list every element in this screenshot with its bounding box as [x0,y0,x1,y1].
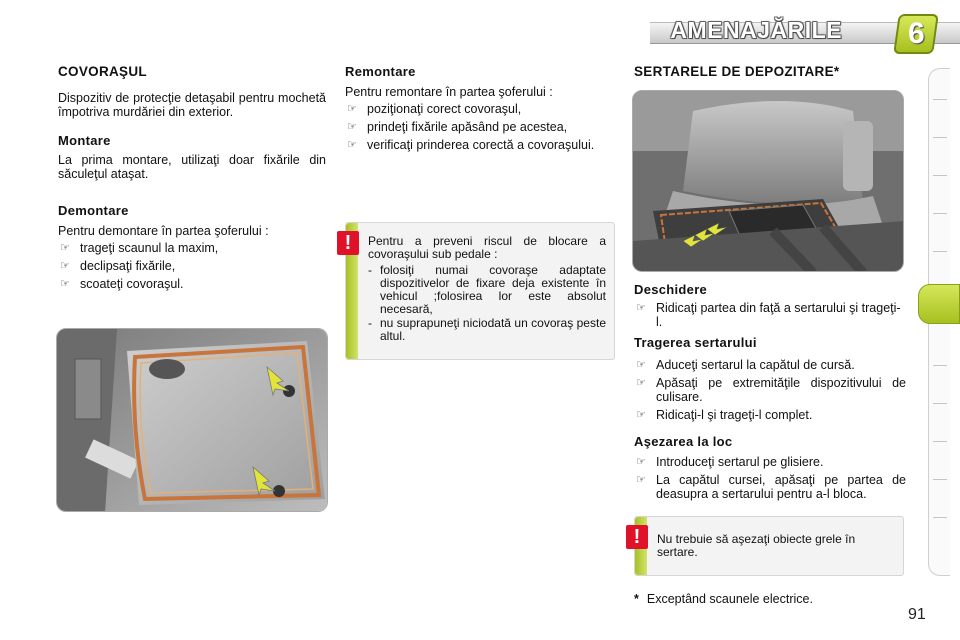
dismount-step: ☞ trageţi scaunul la maxim, [60,241,219,255]
remount-step: ☞ verificaţi prinderea corectă a covoraşului. [347,138,595,152]
tab-divider [933,479,947,480]
dismount-step: ☞ scoateţi covoraşul. [60,277,184,291]
finger-point-icon: ☞ [60,260,70,272]
finger-point-icon: ☞ [60,242,70,254]
warning-text: Nu trebuie să aşezaţi obiecte grele în sertare. [657,532,856,559]
finger-point-icon: ☞ [60,278,70,290]
chapter-title: AMENAJĂRILE [670,17,842,43]
remount-section [345,64,613,152]
finger-point-icon: ☞ [636,359,646,371]
tab-divider [933,365,947,366]
mat-intro: Dispozitiv de protecţie detaşabil pentru mochetă împotriva murdăriei din exterior. [58,91,326,119]
mat-title: COVORAŞUL [58,64,147,79]
footnote [634,592,813,606]
warning-item: - nu suprapuneţi niciodată un covoraş peste altul. [368,316,606,343]
storage-instructions [634,282,906,501]
floor-mat-photo [56,328,328,512]
dismount-intro: Pentru demontare în partea şoferului : [58,224,269,238]
pull-title: Tragerea sertarului [634,335,757,350]
warning-item: - folosiţi numai covoraşe adaptate dispozitivelor de fixare deja existente în vehicul ;folosirea lor este absolut necesară, [368,263,606,316]
place-step: ☞ Introduceţi sertarul pe glisiere. [636,455,824,469]
mount-title: Montare [58,133,111,148]
footnote-text: Exceptând scaunele electrice. [646,592,813,606]
tab-divider [933,251,947,252]
finger-point-icon: ☞ [636,302,646,314]
open-step: ☞ Ridicaţi partea din faţă a sertarului şi trageţi-l. [636,301,901,329]
remount-step: ☞ prindeţi fixările apăsând pe acestea, [347,120,568,134]
place-step: ☞ La capătul cursei, apăsaţi pe partea de deasupra a sertarului pentru a-l bloca. [636,473,906,501]
tab-divider [933,441,947,442]
pull-step: ☞ Aduceţi sertarul la capătul de cursă. [636,358,855,372]
dismount-title: Demontare [58,203,129,218]
page-header [560,8,960,52]
heavy-objects-warning-box [634,516,904,576]
tab-divider [933,99,947,100]
tab-divider [933,213,947,214]
remount-step: ☞ poziţionaţi corect covoraşul, [347,102,522,116]
finger-point-icon: ☞ [347,139,357,151]
remount-title: Remontare [345,64,416,79]
warning-icon: ! [337,231,359,255]
finger-point-icon: ☞ [636,474,646,486]
finger-point-icon: ☞ [636,377,646,389]
tab-divider [933,137,947,138]
mat-section [58,64,326,291]
tab-divider [933,403,947,404]
pedal-warning-box [345,222,615,360]
warning-intro: Pentru a preveni riscul de blocare a covoraşului sub pedale : [368,234,606,261]
pull-step: ☞ Ridicaţi-l şi trageţi-l complet. [636,408,813,422]
finger-point-icon: ☞ [636,409,646,421]
open-title: Deschidere [634,282,708,297]
storage-drawer-photo [632,90,904,272]
active-chapter-tab [918,284,960,324]
pull-step: ☞ Apăsaţi pe extremităţile dispozitivului de culisare. [636,376,906,404]
finger-point-icon: ☞ [347,121,357,133]
remount-intro: Pentru remontare în partea şoferului : [345,85,553,99]
warning-icon: ! [626,525,648,549]
page-number: 91 [908,606,926,623]
tab-divider [933,517,947,518]
place-title: Aşezarea la loc [634,434,733,449]
footnote-star: * [634,592,639,606]
tab-divider [933,175,947,176]
dismount-step: ☞ declipsaţi fixările, [60,259,176,273]
mount-text: La prima montare, utilizaţi doar fixările din săculeţul ataşat. [58,153,326,181]
storage-title: SERTARELE DE DEPOZITARE* [634,64,840,79]
finger-point-icon: ☞ [636,456,646,468]
finger-point-icon: ☞ [347,103,357,115]
chapter-badge [893,14,939,54]
chapter-number: 6 [907,17,925,50]
storage-section [634,64,906,79]
warning-text [368,235,606,343]
